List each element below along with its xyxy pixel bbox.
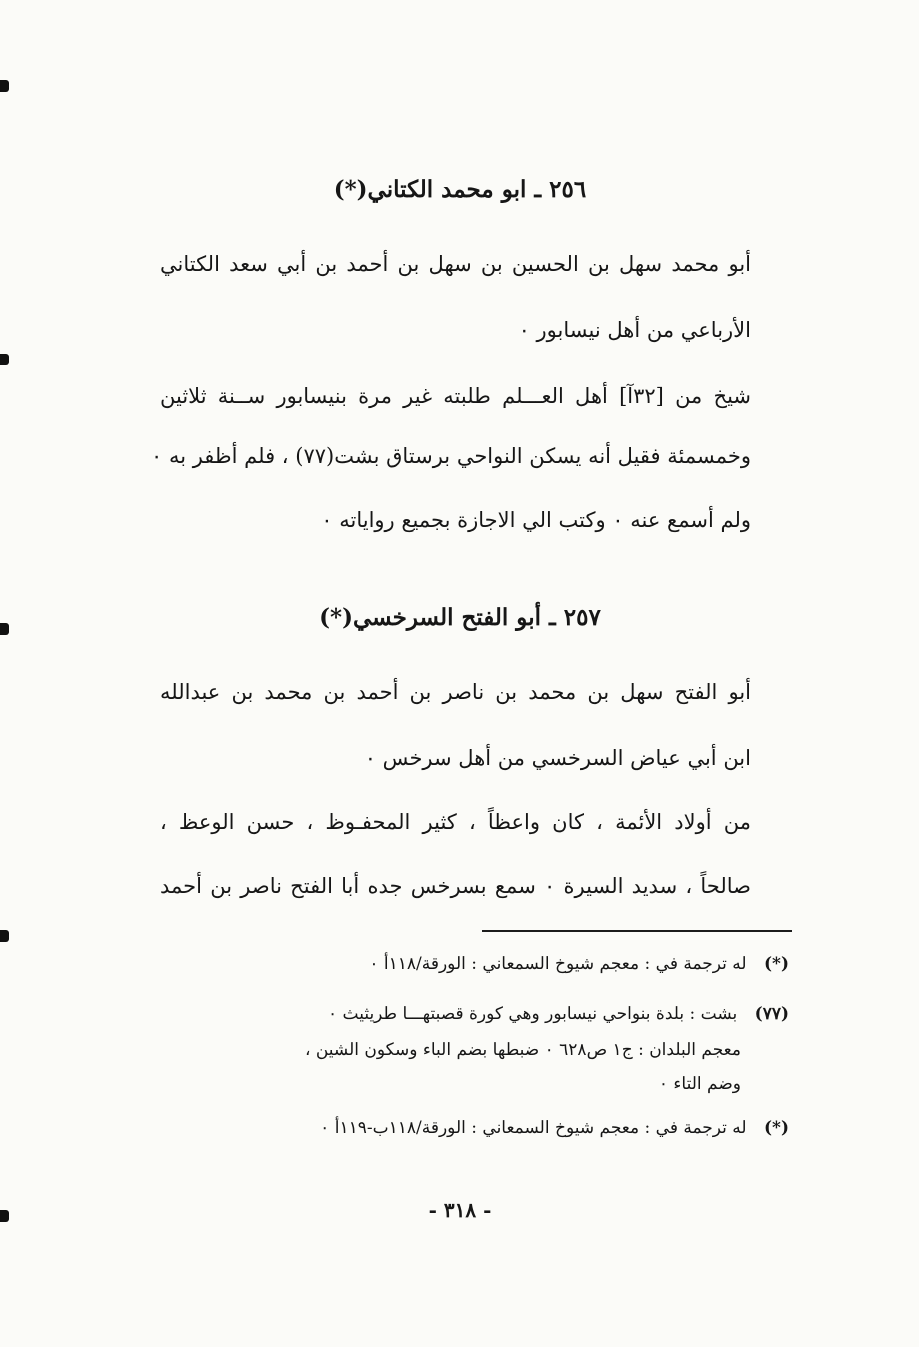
scan-edge-mark: [0, 354, 9, 365]
scan-edge-mark: [0, 80, 9, 92]
footnote-1-text: له ترجمة في : معجم شيوخ السمعاني : الورقة/١١٨أ ٠: [369, 954, 747, 974]
scan-edge-mark: [0, 623, 9, 635]
entry-257-line-3: من أولاد الأئمة ، كان واعظاً ، كثير المحفـوظ ، حسن الوعظ ،: [160, 810, 751, 834]
entry-256-line-2: الأرباعي من أهل نيسابور ٠: [518, 318, 751, 342]
entry-256-line-1: أبو محمد سهل بن الحسين بن سهل بن أحمد بن أبي سعد الكتاني: [160, 252, 751, 276]
entry-256-line-3: شيخ من [٣٢آ] أهل العـــلم طلبته غير مرة بنيسابور ســنة ثلاثين: [160, 384, 751, 408]
footnote-77-cont-1: معجم البلدان : ج١ ص٦٢٨ ٠ ضبطها بضم الباء وسكون الشين ،: [304, 1040, 741, 1060]
footnote-77-cont-2: وضم التاء ٠: [658, 1074, 741, 1094]
footnote-2: [320, 1118, 789, 1138]
footnote-1-label: (*): [764, 954, 789, 974]
entry-257-line-2: ابن أبي عياض السرخسي من أهل سرخس ٠: [364, 746, 751, 770]
entry-256-line-5: ولم أسمع عنه ٠ وكتب الي الاجازة بجميع رواياته ٠: [321, 508, 751, 532]
footnote-1: [369, 954, 789, 974]
entry-256-heading: ٢٥٦ ـ ابو محمد الكتاني(*): [333, 176, 587, 203]
footnote-77: [328, 1004, 789, 1024]
scan-edge-mark: [0, 930, 9, 942]
footnote-2-text: له ترجمة في : معجم شيوخ السمعاني : الورقة/١١٨ب-١١٩أ ٠: [320, 1118, 747, 1138]
entry-257-heading: ٢٥٧ ـ أبو الفتح السرخسي(*): [319, 604, 601, 631]
footnote-2-label: (*): [764, 1118, 789, 1138]
entry-257-line-1: أبو الفتح سهل بن محمد بن ناصر بن أحمد بن محمد بن عبدالله: [160, 680, 751, 704]
scan-edge-mark: [0, 1210, 9, 1222]
page-number: - ٣١٨ -: [428, 1198, 492, 1222]
footnote-77-text: بشت : بلدة بنواحي نيسابور وهي كورة قصبتهـــا طريثيث ٠: [327, 1004, 738, 1024]
footnote-77-label: (٧٧): [754, 1004, 789, 1024]
entry-257-line-4: صالحاً ، سديد السيرة ٠ سمع بسرخس جده أبا الفتح ناصر بن أحمد: [160, 874, 751, 898]
entry-256-line-4: وخمسمئة فقيل أنه يسكن النواحي برستاق بشت(٧٧) ، فلم أظفر به ٠: [150, 444, 751, 468]
footnote-divider: [482, 930, 792, 932]
